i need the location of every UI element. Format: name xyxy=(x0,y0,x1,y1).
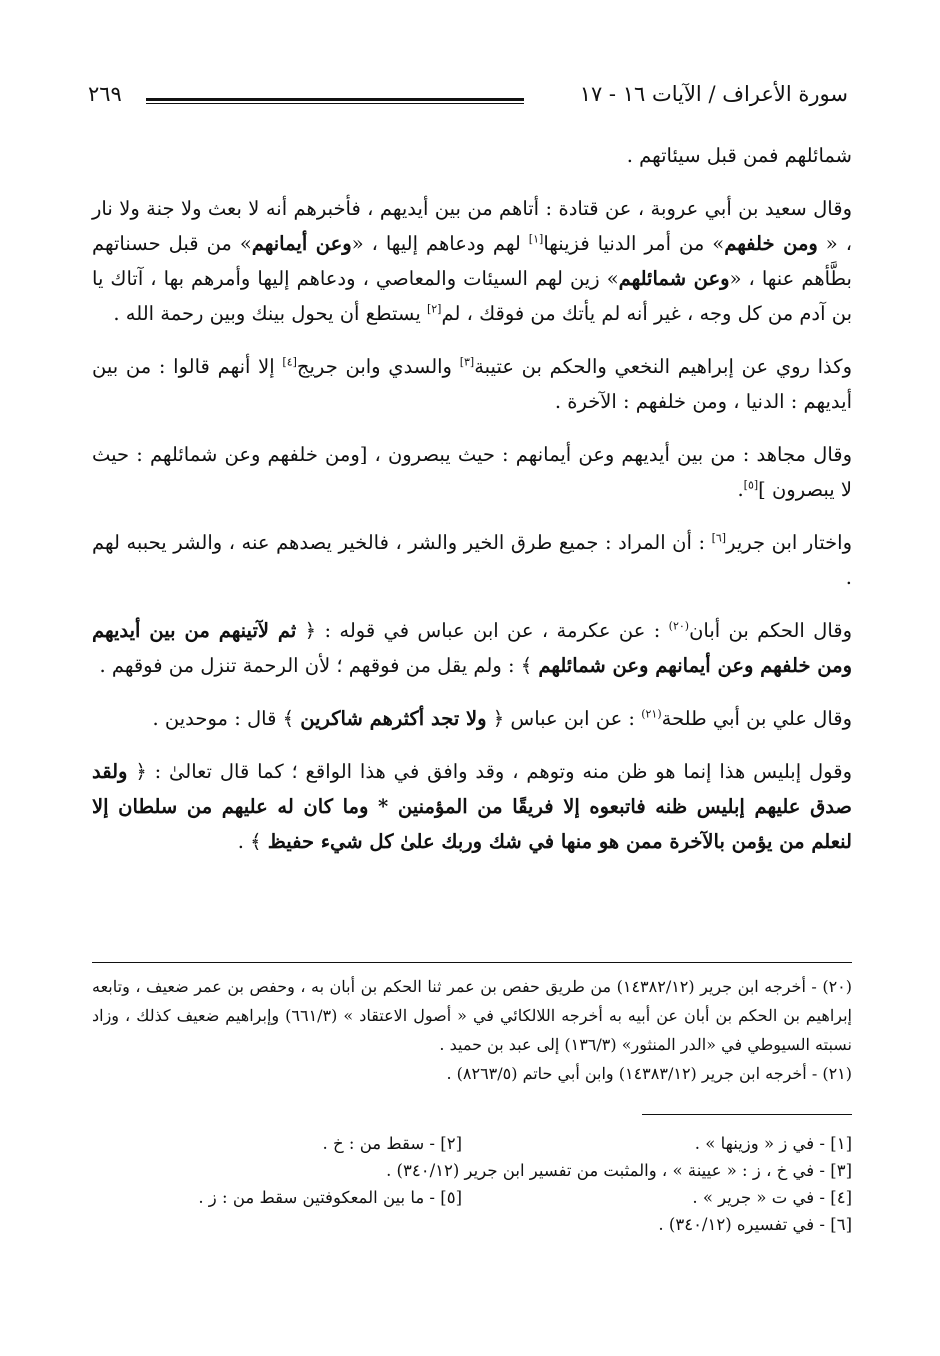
text-run: وكذا روي عن إبراهيم النخعي والحكم بن عتيبة xyxy=(474,355,852,378)
paragraph xyxy=(92,437,852,507)
text-run: » زين لهم السيئات والمعاصي ، ودعاهم إليها وأمرهم بها ، آتاك يا بن آدم من كل وجه ، غير أنه لم يأتك من فوقك ، لم xyxy=(92,267,852,325)
text-run: إلا أنهم قالوا : من بين أيديهم : الدنيا ، ومن خلفهم : الآخرة . xyxy=(92,355,852,413)
footnote-ref: [٤] xyxy=(282,355,297,369)
quran-text: ولا تجد أكثرهم شاكرين xyxy=(300,707,487,730)
paragraph xyxy=(92,754,852,859)
quran-text: ولقد صدق عليهم إبليس ظنه فاتبعوه إلا فريقًا من المؤمنين * وما كان له عليهم من سلطان إلا لنعلم من يؤمن بالآخرة ممن هو منها في شك وربك علىٰ كل شيء حفيظ xyxy=(92,760,852,853)
manuscript-note: [٥] - ما بين المعكوفتين سقط من : ز . xyxy=(198,1188,462,1207)
text-run: وقال مجاهد : من بين أيديهم وعن أيمانهم : حيث يبصرون ، [ومن خلفهم وعن شمائلهم : حيث لا يبصرون ] xyxy=(92,443,852,501)
quran-text: وعن شمائلهم xyxy=(618,267,730,290)
text-run: لهم ودعاهم إليها ، « xyxy=(351,232,529,255)
text-run: والسدي وابن جريج xyxy=(296,355,460,378)
note-row xyxy=(92,1130,852,1157)
footnote-ref: (٢١) xyxy=(641,707,662,721)
text-run: وقال الحكم بن أبان xyxy=(689,619,853,642)
page-number: ٢٦٩ xyxy=(88,82,122,106)
text-run: : عن ابن عباس ﴿ xyxy=(486,707,642,730)
footnote: (٢٠) - أخرجه ابن جرير (١٤٣٨٢/١٢) من طريق حفص بن عمر ثنا الحكم بن أبان به ، وحفص بن عمر ضعيف ، وتابعه إبراهيم بن الحكم بن أبان عن أبيه به أخرجه اللالكائي في « أصول الاعتقاد » (٦٦١/٣) وإبراهيم ضعيف كذلك ، وزاد نسبته السيوطي في «الدر المنثور» (١٣٦/٣) إلى عبد بن حميد . xyxy=(92,977,853,1054)
paragraph xyxy=(92,138,852,173)
manuscript-note: [١] - في ز « وزينها » . xyxy=(694,1134,852,1153)
paragraph xyxy=(92,349,852,419)
header-rule xyxy=(146,98,524,101)
text-run: وقال سعيد بن أبي عروبة ، عن قتادة : أتاهم من بين أيديهم ، فأخبرهم أنه لا بعث ولا جنة ولا نار ، « xyxy=(92,197,852,255)
header-rule-thin xyxy=(146,103,524,104)
note-row xyxy=(92,1184,852,1211)
text-run: : عن عكرمة ، عن ابن عباس في قوله : ﴿ xyxy=(296,619,669,642)
footnote-ref: [٢] xyxy=(426,302,442,316)
text-run: شمائلهم فمن قبل سيئاتهم . xyxy=(626,144,852,167)
footnote-ref: [٥] xyxy=(743,478,759,492)
text-run: وقال علي بن أبي طلحة xyxy=(661,707,852,730)
manuscript-note: [٦] - في تفسيره (٣٤٠/١٢) . xyxy=(658,1215,852,1234)
paragraph xyxy=(92,613,852,683)
surah-title: سورة الأعراف / الآيات ١٦ - ١٧ xyxy=(579,82,848,106)
quran-text: وعن أيمانهم xyxy=(251,232,352,255)
footnote-ref: [٦] xyxy=(711,531,727,545)
text-run: يستطع أن يحول بينك وبين رحمة الله . xyxy=(113,302,427,325)
footnote-ref: [٣] xyxy=(459,355,475,369)
note-row xyxy=(92,1157,852,1184)
text-run: : أن المراد : جميع طرق الخير والشر ، فالخير يصدهم عنه ، والشر يحببه لهم . xyxy=(92,531,852,589)
manuscript-notes xyxy=(92,1130,852,1238)
manuscript-note: [٤] - في ت « جرير » . xyxy=(692,1188,852,1207)
text-run: وقول إبليس هذا إنما هو ظن منه وتوهم ، وقد وافق في هذا الواقع ؛ كما قال تعالىٰ : ﴿ xyxy=(127,760,852,783)
text-run: ﴾ : ولم يقل من فوقهم ؛ لأن الرحمة تنزل من فوقهم . xyxy=(99,654,539,677)
text-run: . xyxy=(737,478,744,501)
paragraph xyxy=(92,525,852,595)
footnote: (٢١) - أخرجه ابن جرير (١٤٣٨٣/١٢) وابن أبي حاتم (٨٢٦٣/٥) . xyxy=(446,1064,852,1083)
footnote-separator xyxy=(92,962,852,963)
text-run: » من قبل حسناتهم بطَّأهم عنها ، « xyxy=(92,232,852,290)
footnote-ref: [١] xyxy=(528,232,544,246)
manuscript-note: [٢] - سقط من : خ . xyxy=(322,1134,462,1153)
quran-text: ثم لآتينهم من بين أيديهم ومن خلفهم وعن أيمانهم وعن شمائلهم xyxy=(92,619,852,677)
hadith-footnotes xyxy=(92,972,852,1088)
quran-text: ومن خلفهم xyxy=(724,232,818,255)
note-row xyxy=(92,1211,852,1238)
paragraph xyxy=(92,701,852,736)
text-run: » من أمر الدنيا فزينها xyxy=(543,232,725,255)
page-header xyxy=(88,82,848,114)
footnote-ref: (٢٠) xyxy=(668,619,690,633)
text-run: ﴾ . xyxy=(237,830,268,853)
paragraph xyxy=(92,191,852,331)
text-run: واختار ابن جرير xyxy=(726,531,852,554)
manuscript-note: [٣] - في خ ، ز : « عيينة » ، والمثبت من تفسير ابن جرير (٣٤٠/١٢) . xyxy=(386,1161,852,1180)
main-text xyxy=(92,138,852,877)
text-run: ﴾ قال : موحدين . xyxy=(152,707,301,730)
